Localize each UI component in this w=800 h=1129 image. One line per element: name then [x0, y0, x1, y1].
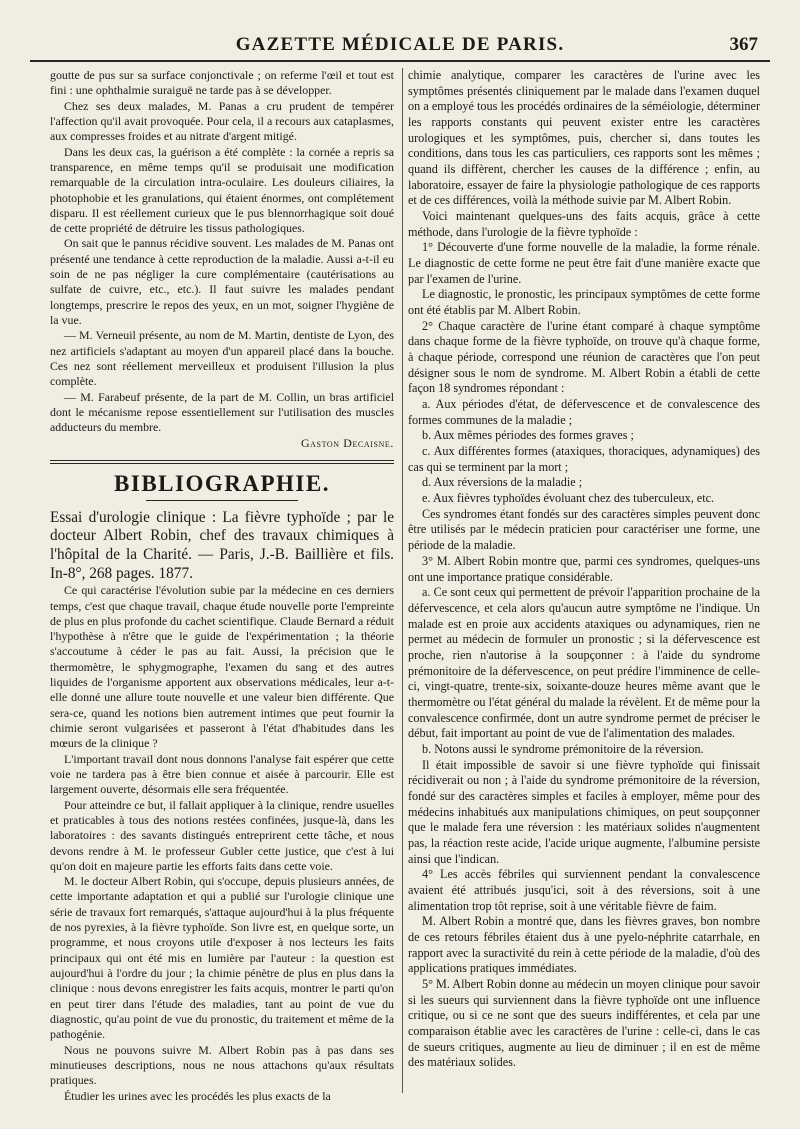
paragraph: 2° Chaque caractère de l'urine étant comparé à chaque symptôme dans chaque forme de la fièvre typhoïde, on trouve qu'à chaque forme, à chaque période, correspond une réunion de caractères que l'on peut désigner sous le nom de syndrome. M. Albert Robin a établi de cette façon 18 syndromes répondant :	[408, 318, 760, 396]
paragraph: 1° Découverte d'une forme nouvelle de la maladie, la forme rénale. Le diagnostic de cette forme ne peut être fait d'une manière exacte que par l'examen de l'urine.	[408, 240, 760, 286]
paragraph: a. Ce sont ceux qui permettent de prévoir l'apparition prochaine de la défervescence, et cela alors qu'aucun autre symptôme ne l'indique. Un malade est en proie aux accidents ataxiques ou adynamiques, rien ne permet au médecin de formuler un pronostic ; si la défervescence est proche, rien n'autorise à la soupçonner : à l'aide du syndrome prémonitoire de la défervescence, on peut prédire l'imminence de celle-ci, vingt-quatre, trente-six, soixante-douze heures même avant que le thermomètre ou l'état général du malade la révèlent. Et de même pour la convalescence confirmée, dont un autre syndrome permet de préciser le début, fait important au point de vue de l'alimentation des malades.	[408, 585, 760, 741]
paragraph: b. Notons aussi le syndrome prémonitoire de la réversion.	[422, 741, 704, 756]
paragraph: 4° Les accès fébriles qui surviennent pendant la convalescence avaient été attribués jusqu'ici, soit à des réversions, soit à une alimentation trop tôt reprise, soit à une véritable fièvre de faim.	[408, 867, 760, 913]
paragraph: 3° M. Albert Robin montre que, parmi ces syndromes, quelques-uns ont une importance pratique considérable.	[408, 553, 760, 584]
paragraph: Nous ne pouvons suivre M. Albert Robin pas à pas dans ses minutieuses descriptions, nous ne nous attachons qu'aux résultats pratiques.	[50, 1042, 394, 1088]
page-header	[30, 30, 770, 62]
paragraph: chimie analytique, comparer les caractères de l'urine avec les symptômes présentés cliniquement par le malade dans l'examen duquel on a employé tous les procédés ordinaires de la séméiologie, déterminer les rapports constants qui peuvent exister entre les caractères urologiques et les symptômes, puis, chercher si, dans toutes les conditions, dans tous les cas particuliers, ces rapports sont les mêmes ; quand ils diffèrent, chercher les causes de la différence ; enfin, au laboratoire, essayer de faire la physiologie pathologique de ces rapports et de ces différences, voilà la méthode suivie par M. Albert Robin.	[408, 68, 760, 208]
section-title: BIBLIOGRAPHIE.	[114, 470, 330, 496]
paragraph: Il était impossible de savoir si une fièvre typhoïde qui finissait récidiverait ou non ; à l'aide du syndrome prémonitoire de la réversion, fondé sur des caractères simples et faciles à employer, même pour des médecins inhabitués aux manipulations chimiques, on peut soupçonner que le malade fera une réversion : les matériaux solides n'augmentent pas, la réaction reste acide, l'acide urique augmente, l'albumine persiste ainsi que l'indican.	[408, 757, 760, 866]
paragraph: Dans les deux cas, la guérison a été complète : la cornée a repris sa transparence, en même temps qu'il se produisait une modification remarquable de la circulation intra-oculaire. Les douleurs ciliaires, la photophobie et les granulations, qui étaient énormes, ont complétement disparu. Il est réellement curieux que le pus blennorrhagique soit doué de cette propriété de détruire les tissus pathologiques.	[50, 144, 394, 236]
page-number: 367	[729, 34, 758, 55]
paragraph: — M. Farabeuf présente, de la part de M. Collin, un bras artificiel dont le mécanisme repose essentiellement sur l'utilisation des muscles adducteurs du membre.	[50, 389, 394, 435]
list-item: d. Aux réversions de la maladie ;	[422, 475, 583, 490]
paragraph: M. le docteur Albert Robin, qui s'occupe, depuis plusieurs années, de cette importante adaptation et qui a publié sur l'urologie clinique une série de travaux fort remarqués, s'attaque aujourd'hui à la plus fréquente de nos pyrexies, à la fièvre typhoïde. Son livre est, en quelque sorte, un programme, et nous croyons utile d'exposer à nos lecteurs les faits principaux qui ont été mis en lumière par l'auteur : la question est aujourd'hui à l'ordre du jour ; la chimie pénètre de plus en plus dans la clinique : nous devons enregistrer les faits acquis, montrer le parti qu'on en peut tirer dans l'étude des maladies, tant au point de vue du diagnostic, qu'au point de vue du pronostic, du traitement et même de la pathogénie.	[50, 874, 394, 1042]
list-item: b. Aux mêmes périodes des formes graves ;	[422, 428, 634, 443]
paragraph: Pour atteindre ce but, il fallait appliquer à la clinique, rendre usuelles et praticables à tous des notions restées confinées, jusque-là, dans les laboratoires : des savants distingués entreprirent cette tâche, et nous devons rendre à M. le professeur Gubler cette justice, que c'est à lui qu'on doit en majeure partie les efforts faits dans cette voie.	[50, 797, 394, 873]
paragraph: On sait que le pannus récidive souvent. Les malades de M. Panas ont présenté une tendance à cette reproduction de la maladie. Aussi a-t-il eu soin de ne pas négliger la cure complémentaire (cautérisations au sulfate de cuivre, etc., etc.). Il faut suivre les malades pendant longtemps, prescrire le repos des yeux, en un mot, soigner l'hygiène de la vue.	[50, 236, 394, 327]
paragraph: Ce qui caractérise l'évolution subie par la médecine en ces derniers temps, c'est que chaque travail, chaque étude nouvelle porte l'empreinte de plus en plus profonde du cachet scientifique. Claude Bernard a réduit l'hypothèse à n'être que le guide de l'expérimentation ; la théorie s'accoutume à céder le pas au fait. Aussi, la précision que le thermomètre, le sphygmographe, l'examen du sang et des autres liquides de l'organisme apportent aux observations médicales, leur a-t-elle donné une allure toute nouvelle et une valeur bien différente. Que sera-ce, quand les notions bien autrement intimes que peut fournir la chimie seront vulgarisées et passeront à l'état d'habitudes dans les mœurs de la clinique ?	[50, 583, 394, 751]
journal-title: GAZETTE MÉDICALE DE PARIS.	[235, 34, 565, 55]
list-item: c. Aux différentes formes (ataxiques, thoraciques, adynamiques) des cas qui se terminent par la mort ;	[408, 444, 760, 474]
section-divider	[50, 460, 394, 464]
title-underline	[146, 500, 298, 501]
book-reference: Essai d'urologie clinique : La fièvre typhoïde ; par le docteur Albert Robin, chef des travaux chimiques à l'hôpital de la Charité. — Paris, J.-B. Baillière et fils. In-8°, 268 pages. 1877.	[50, 508, 394, 582]
column-divider	[402, 68, 403, 1093]
paragraph: Voici maintenant quelques-uns des faits acquis, grâce à cette méthode, dans l'urologie de la fièvre typhoïde :	[408, 209, 760, 239]
paragraph: goutte de pus sur sa surface conjonctivale ; on referme l'œil et tout est fini : une ophthalmie suraiguë ne tarde pas à se développer.	[50, 68, 394, 98]
paragraph: M. Albert Robin a montré que, dans les fièvres graves, bon nombre de ces retours fébriles étaient dus à une pyelo-néphrite catarrhale, en rapport avec la suractivité du rein à cette période de la maladie, d'où des applications pratiques immédiates.	[408, 914, 760, 976]
paragraph: Le diagnostic, le pronostic, les principaux symptômes de cette forme ont été établis par M. Albert Robin.	[408, 287, 760, 318]
paragraph: Ces syndromes étant fondés sur des caractères simples peuvent donc être utilisés par le médecin praticien pour caractériser une forme, une période de la maladie.	[408, 506, 760, 553]
list-item: e. Aux fièvres typhoïdes évoluant chez des tuberculeux, etc.	[422, 491, 715, 506]
list-item: a. Aux périodes d'état, de défervescence et de convalescence des formes communes de la maladie ;	[408, 397, 760, 427]
paragraph: Étudier les urines avec les procédés les plus exacts de la	[64, 1088, 331, 1103]
paragraph: Chez ses deux malades, M. Panas a cru prudent de tempérer l'affection qu'il avait provoquée. Pour cela, il a recours aux cataplasmes, aux compresses froides et au nitrate d'argent mitigé.	[50, 98, 394, 144]
paragraph: 5° M. Albert Robin donne au médecin un moyen clinique pour savoir si les sueurs qui surviennent dans la fièvre typhoïde ont une influence critique, ou si ce ne sont que des sueurs indifférentes, et cela par une comparaison établie avec les caractères de l'urine : celle-ci, dans le cas de sueurs critiques, augmente au lieu de diminuer ; il en est de même des matériaux solides.	[408, 976, 760, 1070]
left-column	[50, 68, 394, 1104]
paragraph: L'important travail dont nous donnons l'analyse fait espérer que cette voie ne tardera pas à être bien connue et aisée à parcourir. Elle est largement ouverte, désormais elle sera fréquentée.	[50, 751, 394, 797]
author-signature: Gaston Decaisne.	[300, 435, 394, 450]
right-column	[408, 68, 760, 1071]
paragraph: — M. Verneuil présente, au nom de M. Martin, dentiste de Lyon, des nez artificiels s'adaptant au moyen d'un appareil placé dans la bouche. Ces nez sont réellement merveilleux et produisent l'illusion la plus complète.	[50, 328, 394, 389]
